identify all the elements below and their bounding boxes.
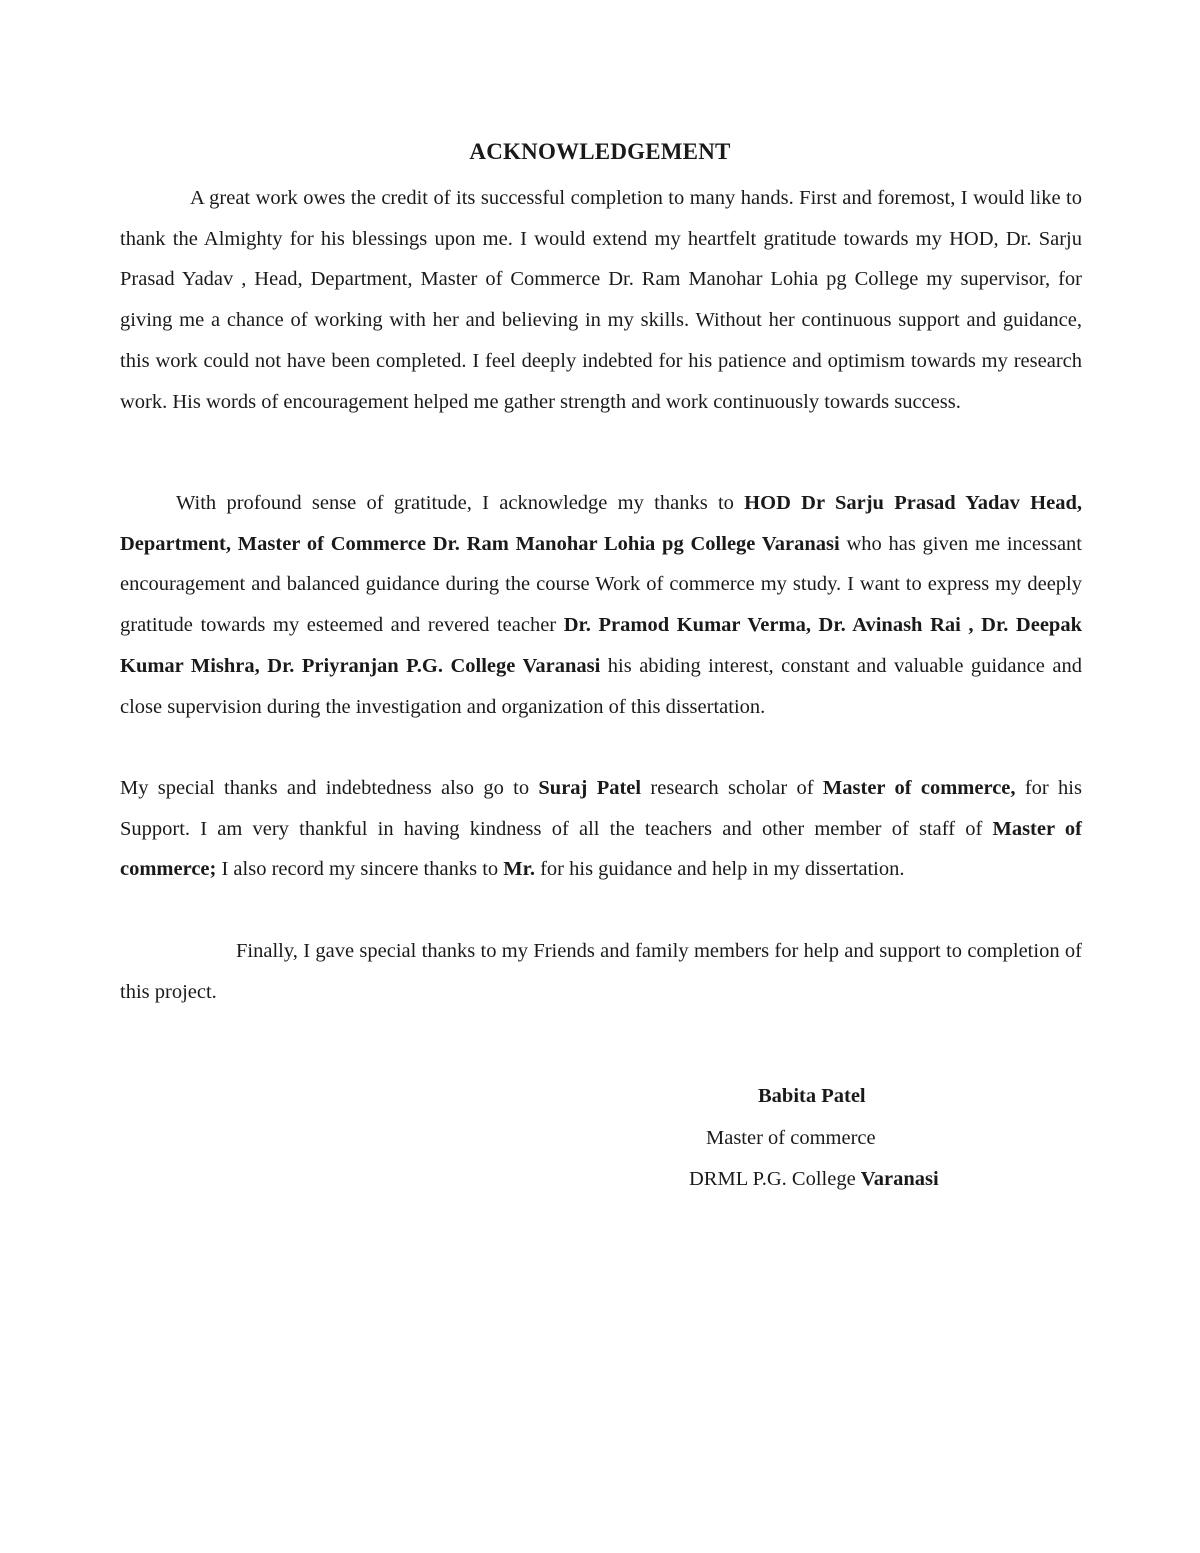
paragraph-1-text: A great work owes the credit of its successful completion to many hands. First and foremost, I would like to thank the Almighty for his blessings upon me. I would extend my heartfelt gratitude towards my HOD, Dr. Sarju Prasad Yadav , Head, Department, Master of Commerce Dr. Ram Manohar Lohia pg College my supervisor, for giving me a chance of working with her and believing in my skills. Without her continuous support and guidance, this work could not have been completed. I feel deeply indebted for his patience and optimism towards my research work. His words of encouragement helped me gather strength and work continuously towards success. bbox=[120, 187, 1082, 413]
paragraph-3-text: My special thanks and indebtedness also go to bbox=[120, 777, 539, 799]
paragraph-3-bold: Master of commerce; bbox=[120, 817, 1082, 881]
page-title: ACKNOWLEDGEMENT bbox=[469, 139, 731, 164]
signature-name: Babita Patel bbox=[758, 1085, 866, 1107]
paragraph-3-text: I also record my sincere thanks to bbox=[216, 858, 504, 881]
signature-college-name: DRML P.G. College bbox=[689, 1168, 861, 1190]
paragraph-3 bbox=[120, 768, 1082, 890]
paragraph-3-text: for his guidance and help in my dissertation. bbox=[534, 858, 905, 881]
paragraph-2-bold: Dr. Pramod Kumar Verma, Dr. Avinash Rai , Dr. Deepak Kumar Mishra, Dr. Priyranjan P.G. College Varanasi bbox=[120, 614, 1082, 677]
paragraph-3-text: research scholar of bbox=[641, 777, 823, 799]
signature-department: Master of commerce bbox=[706, 1127, 876, 1149]
paragraph-2 bbox=[120, 483, 1082, 727]
signature-college-city: Varanasi bbox=[860, 1168, 939, 1190]
paragraph-2-text: his abiding interest, constant and valuable guidance and close supervision during the investigation and organization of this dissertation. bbox=[120, 654, 1082, 718]
paragraph-3-bold: Master of commerce, bbox=[822, 777, 1016, 799]
paragraph-3-bold: Suraj Patel bbox=[538, 777, 642, 799]
paragraph-2-text: With profound sense of gratitude, I acknowledge my thanks to bbox=[176, 492, 745, 514]
paragraph-4 bbox=[120, 931, 1082, 1012]
paragraph-2-text: who has given me incessant encouragement and balanced guidance during the course Work of commerce my study. I want to express my deeply gratitude towards my esteemed and revered teacher bbox=[120, 532, 1082, 637]
paragraph-4-text: Finally, I gave special thanks to my Friends and family members for help and support to completion of this project. bbox=[120, 940, 1082, 1003]
paragraph-3-text: for his Support. I am very thankful in having kindness of all the teachers and other member of staff of bbox=[120, 777, 1082, 840]
paragraph-3-bold: Mr. bbox=[503, 858, 535, 881]
paragraph-1 bbox=[120, 178, 1082, 422]
signature-college bbox=[689, 1158, 939, 1200]
paragraph-2-bold: HOD Dr Sarju Prasad Yadav Head, Department, Master of Commerce Dr. Ram Manohar Lohia pg College Varanasi bbox=[120, 492, 1082, 555]
